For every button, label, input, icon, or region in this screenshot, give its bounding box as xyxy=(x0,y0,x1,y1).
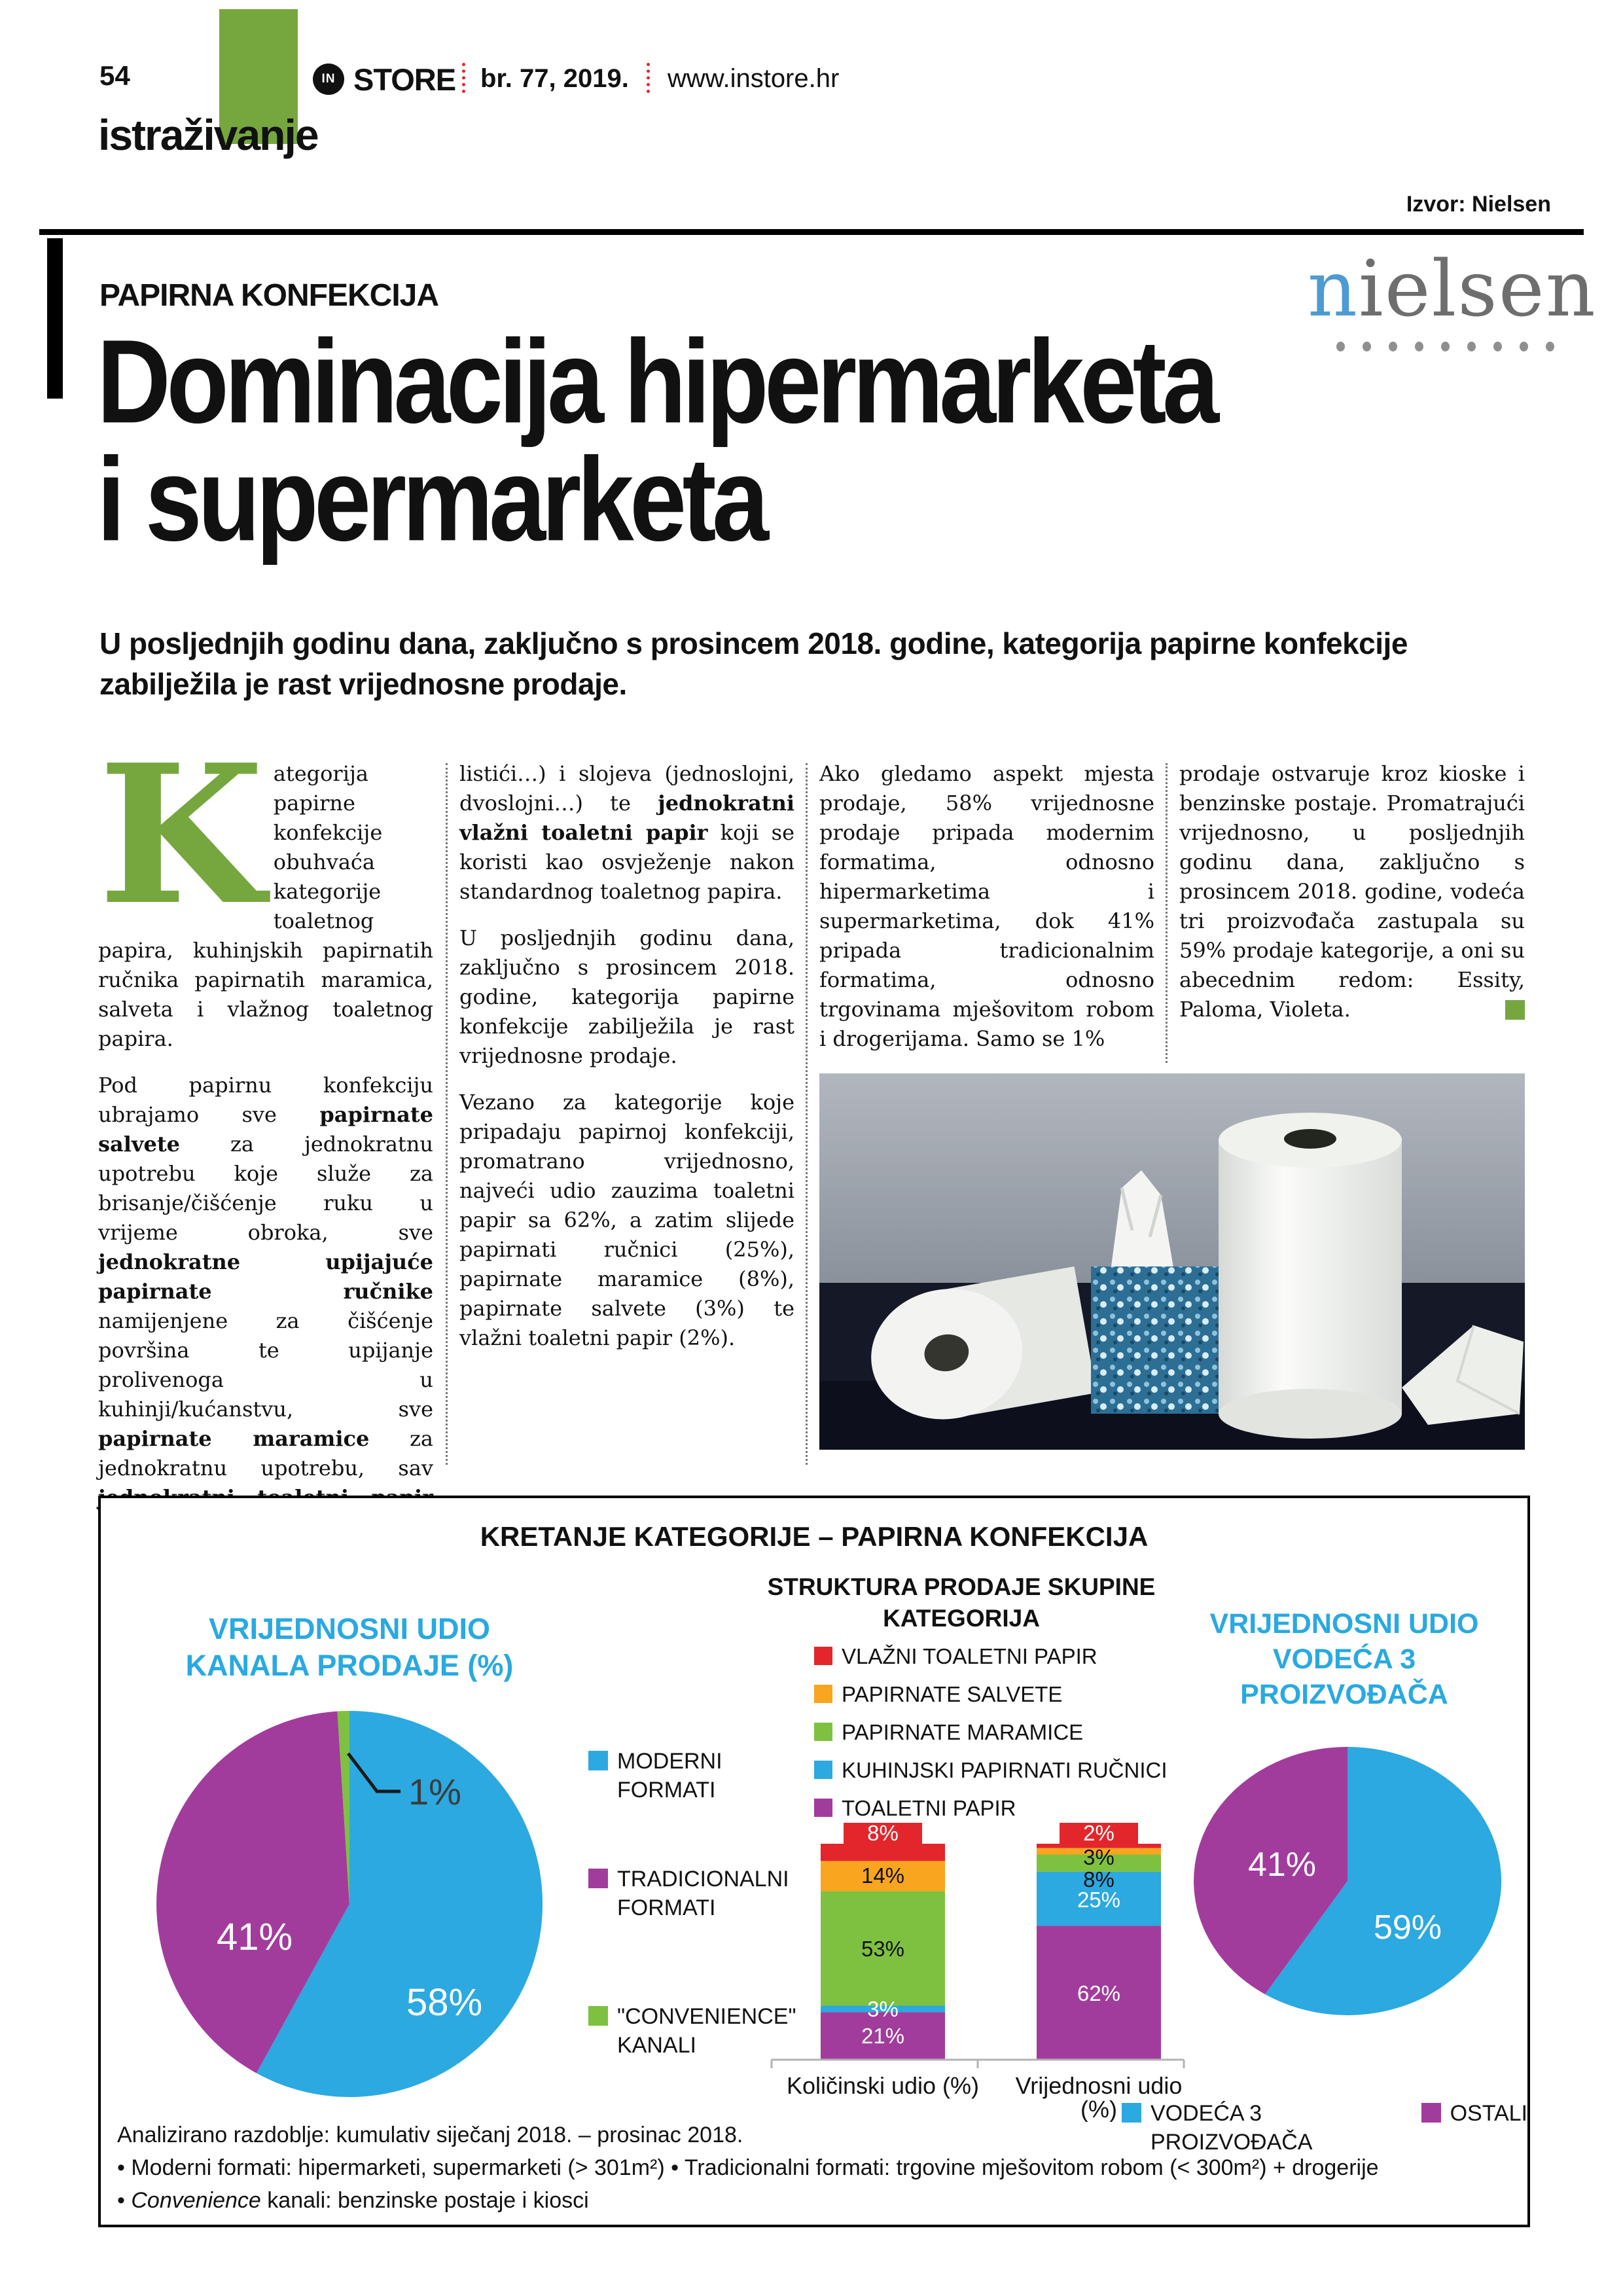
nielsen-logo-dots xyxy=(1308,342,1582,351)
chart-footnotes xyxy=(117,2119,1511,2217)
pie-slice-label: 41% xyxy=(1247,1846,1317,1884)
header-separator-icon xyxy=(647,63,650,93)
paragraph-text: prodaje ostvaruje kroz kioske i benzinske postaje. Promatrajući vrijednosno, u posljednjih godinu dana, zaključno s prosincem 2018. godine, vodeća tri proizvođača zastupala su 59% prodaje kategorije, a oni su abecednim redom: Essity, Paloma, Violeta. xyxy=(1179,761,1525,1022)
instore-logo-icon: IN xyxy=(313,63,344,95)
bar-value-label: 2% xyxy=(1083,1821,1115,1845)
article-column-2 xyxy=(459,759,794,1370)
bar-value-label: 14% xyxy=(861,1863,905,1888)
legend-label: TRADICIONALNI FORMATI xyxy=(617,1867,789,1920)
pie-slice-label: 41% xyxy=(216,1916,293,1958)
nielsen-logo-text xyxy=(1308,243,1597,334)
section-title: istraživanje xyxy=(98,111,318,159)
legend-swatch-icon xyxy=(814,1685,832,1703)
bar-value-label: 62% xyxy=(1077,1981,1121,2005)
article-column-3 xyxy=(819,759,1154,1071)
nielsen-logo-first-letter: n xyxy=(1308,243,1359,334)
legend-item-vlazni-toaletni-papir xyxy=(814,1643,1168,1670)
bar-value-label: 3% xyxy=(1083,1845,1115,1869)
bar-value-label: 3% xyxy=(867,1997,899,2021)
source-credit: Izvor: Nielsen xyxy=(1406,192,1551,217)
headline-line-2: i supermarketa xyxy=(97,433,765,566)
website-url: www.instore.hr xyxy=(668,64,840,93)
nielsen-logo-rest: ielsen xyxy=(1359,243,1597,334)
legend-swatch-icon xyxy=(814,1647,832,1665)
paper-roll-large xyxy=(1219,1113,1402,1439)
x-axis-category-label: (%) xyxy=(1080,2096,1117,2122)
headline-line-1: Dominacija hipermarketa xyxy=(97,315,1215,448)
legend-label: MODERNI FORMATI xyxy=(617,1749,722,1803)
pie2-title-line: VRIJEDNOSNI UDIO xyxy=(1209,1608,1479,1640)
horizontal-rule xyxy=(39,229,1584,235)
lead-paragraph: U posljednjih godinu dana, zaključno s prosincem 2018. godine, kategorija papirne konfekcije zabilježila je rast vrijednosne prodaje. xyxy=(99,626,1408,701)
end-of-article-mark xyxy=(1505,1000,1525,1020)
bar-value-label: 8% xyxy=(1083,1867,1115,1892)
drop-cap: K xyxy=(98,723,264,947)
bar-chart-title-line: STRUKTURA PRODAJE SKUPINE xyxy=(767,1573,1156,1600)
nielsen-logo xyxy=(1308,243,1597,351)
paragraph: Ako gledamo aspekt mjesta prodaje, 58% vrijednosne prodaje pripada modernim formatima, odnosno hipermarketima i supermarketima, dok 41% pripada tradicionalnim formatima, odnosno trgovinama mješovitom robom i drogerijama. Samo se 1% xyxy=(819,761,1154,1051)
legend-swatch-icon xyxy=(814,1723,832,1741)
bar-value-label: 8% xyxy=(867,1821,899,1845)
legend-item-papirnate-salvete xyxy=(814,1681,1168,1708)
legend-item-papirnate-maramice xyxy=(814,1719,1168,1746)
pie1-title-line: KANALA PRODAJE (%) xyxy=(185,1649,514,1682)
issue-number: br. 77, 2019. xyxy=(480,64,629,93)
pie-slice-label: 58% xyxy=(406,1981,483,2024)
footnote-line: • Moderni formati: hipermarketi, supermarketi (> 301m²) • Tradicionalni formati: trgovine mješovitom robom (< 300m²) + drogerije xyxy=(117,2155,1379,2180)
legend-label: TOALETNI PAPIR xyxy=(842,1796,1016,1820)
rubric-bar xyxy=(47,238,63,399)
pie-chart-top3-manufacturers xyxy=(1184,1724,1511,2064)
rubric-title: PAPIRNA KONFEKCIJA xyxy=(99,278,439,313)
footnote-line: • Convenience kanali: benzinske postaje i kiosci xyxy=(117,2188,589,2213)
pie2-title xyxy=(1168,1606,1521,1712)
legend-label: KUHINJSKI PAPIRNATI RUČNICI xyxy=(842,1758,1168,1782)
paragraph: Vezano za kategorije koje pripadaju papirnoj konfekciji, promatrano vrijednosno, najveći udio zauzima toaletni papir sa 62%, a zatim slijede papirnati ručnici (25%), papirnate maramice (8%), papirnate salvete (3%) te vlažni toaletni papir (2%). xyxy=(459,1090,794,1350)
bar-value-label: 53% xyxy=(861,1937,905,1961)
paper-products-photo xyxy=(819,1073,1525,1450)
pie1-title xyxy=(107,1611,592,1684)
legend-label: "CONVENIENCE" KANALI xyxy=(617,2004,796,2058)
legend-swatch-icon xyxy=(814,1761,832,1779)
legend-swatch-icon xyxy=(588,1869,608,1888)
pie2-title-line: PROIZVOĐAČA xyxy=(1240,1679,1448,1710)
header-separator-icon xyxy=(462,63,465,93)
legend-swatch-icon xyxy=(588,2006,608,2026)
paragraph xyxy=(98,723,433,1054)
bar-chart-title xyxy=(745,1571,1177,1634)
column-divider xyxy=(446,763,448,1465)
legend-swatch-icon xyxy=(588,1751,608,1770)
legend-label: VLAŽNI TOALETNI PAPIR xyxy=(842,1644,1097,1668)
legend-label: PAPIRNATE MARAMICE xyxy=(842,1720,1084,1744)
chart-panel-title: KRETANJE KATEGORIJE – PAPIRNA KONFEKCIJA xyxy=(480,1521,1149,1552)
paragraph xyxy=(1179,759,1525,1024)
paragraph: Pod papirnu konfekciju ubrajamo sve papirnate salvete za jednokratnu upotrebu koje služe za brisanje/čišćenje ruku u vrijeme obroka, sve jednokratne upijajuće papirnate ručnike namijenjene za čišćenje površina te upijanje prolivenoga u kuhinji/kućanstvu, sve papirnate maramice za jednokratnu upotrebu, sav xyxy=(98,1073,433,1480)
column-divider xyxy=(806,763,808,1465)
pie-chart-sales-channels xyxy=(120,1695,579,2113)
legend-label: VODEĆA 3 PROIZVOĐAČA xyxy=(1150,2101,1313,2155)
page-number: 54 xyxy=(99,60,130,91)
legend-swatch-icon xyxy=(814,1799,832,1817)
paragraph-text: ategorija papirne konfekcije obuhvaća kategorije toaletnog papira, kuhinjskih papirnatih ručnika papirnatih maramica, salveta i vlažnog toaletnog papira. xyxy=(98,761,433,1051)
pie-slice-label: 1% xyxy=(408,1771,461,1812)
pie2-title-line: VODEĆA 3 xyxy=(1272,1643,1416,1675)
x-axis-category-label: Vrijednosni udio xyxy=(1015,2072,1183,2099)
column-divider xyxy=(1166,763,1168,1063)
bar-chart-legend xyxy=(814,1643,1168,1821)
bar-chart-title-line: KATEGORIJA xyxy=(883,1605,1040,1632)
photo-background-wall xyxy=(819,1073,1525,1289)
bar-value-label: 21% xyxy=(861,2024,905,2048)
chart-panel xyxy=(98,1496,1530,2227)
pie1-title-line: VRIJEDNOSNI UDIO xyxy=(208,1612,491,1645)
pie-slice-label: 59% xyxy=(1373,1909,1442,1946)
legend-label: PAPIRNATE SALVETE xyxy=(842,1682,1063,1706)
legend-item-kuhinjski-rucnici xyxy=(814,1757,1168,1784)
legend-label: OSTALI xyxy=(1450,2101,1527,2126)
legend-item-moderni-formati xyxy=(588,1747,804,1804)
article-column-4 xyxy=(1179,759,1525,1041)
article-column-1 xyxy=(98,723,433,1559)
x-axis-category-label: Količinski udio (%) xyxy=(786,2072,980,2099)
bar-value-label: 25% xyxy=(1077,1888,1121,1912)
paragraph: listići…) i slojeva (jednoslojni, dvoslojni…) te jednokratni vlažni toaletni papir koji se koristi kao osvježenje nakon standardnog toaletnog papira. xyxy=(459,761,795,904)
bar1-segment-vlazni xyxy=(821,1844,945,1861)
stacked-bar-chart xyxy=(762,1818,1194,2122)
paragraph: U posljednjih godinu dana, zaključno s prosincem 2018. godine, kategorija papirne konfekcije zabilježila je rast vrijednosne prodaje. xyxy=(459,925,794,1068)
footnote-line: Analizirano razdoblje: kumulativ siječanj 2018. – prosinac 2018. xyxy=(117,2123,743,2147)
instore-logo-text: STORE xyxy=(353,62,456,97)
